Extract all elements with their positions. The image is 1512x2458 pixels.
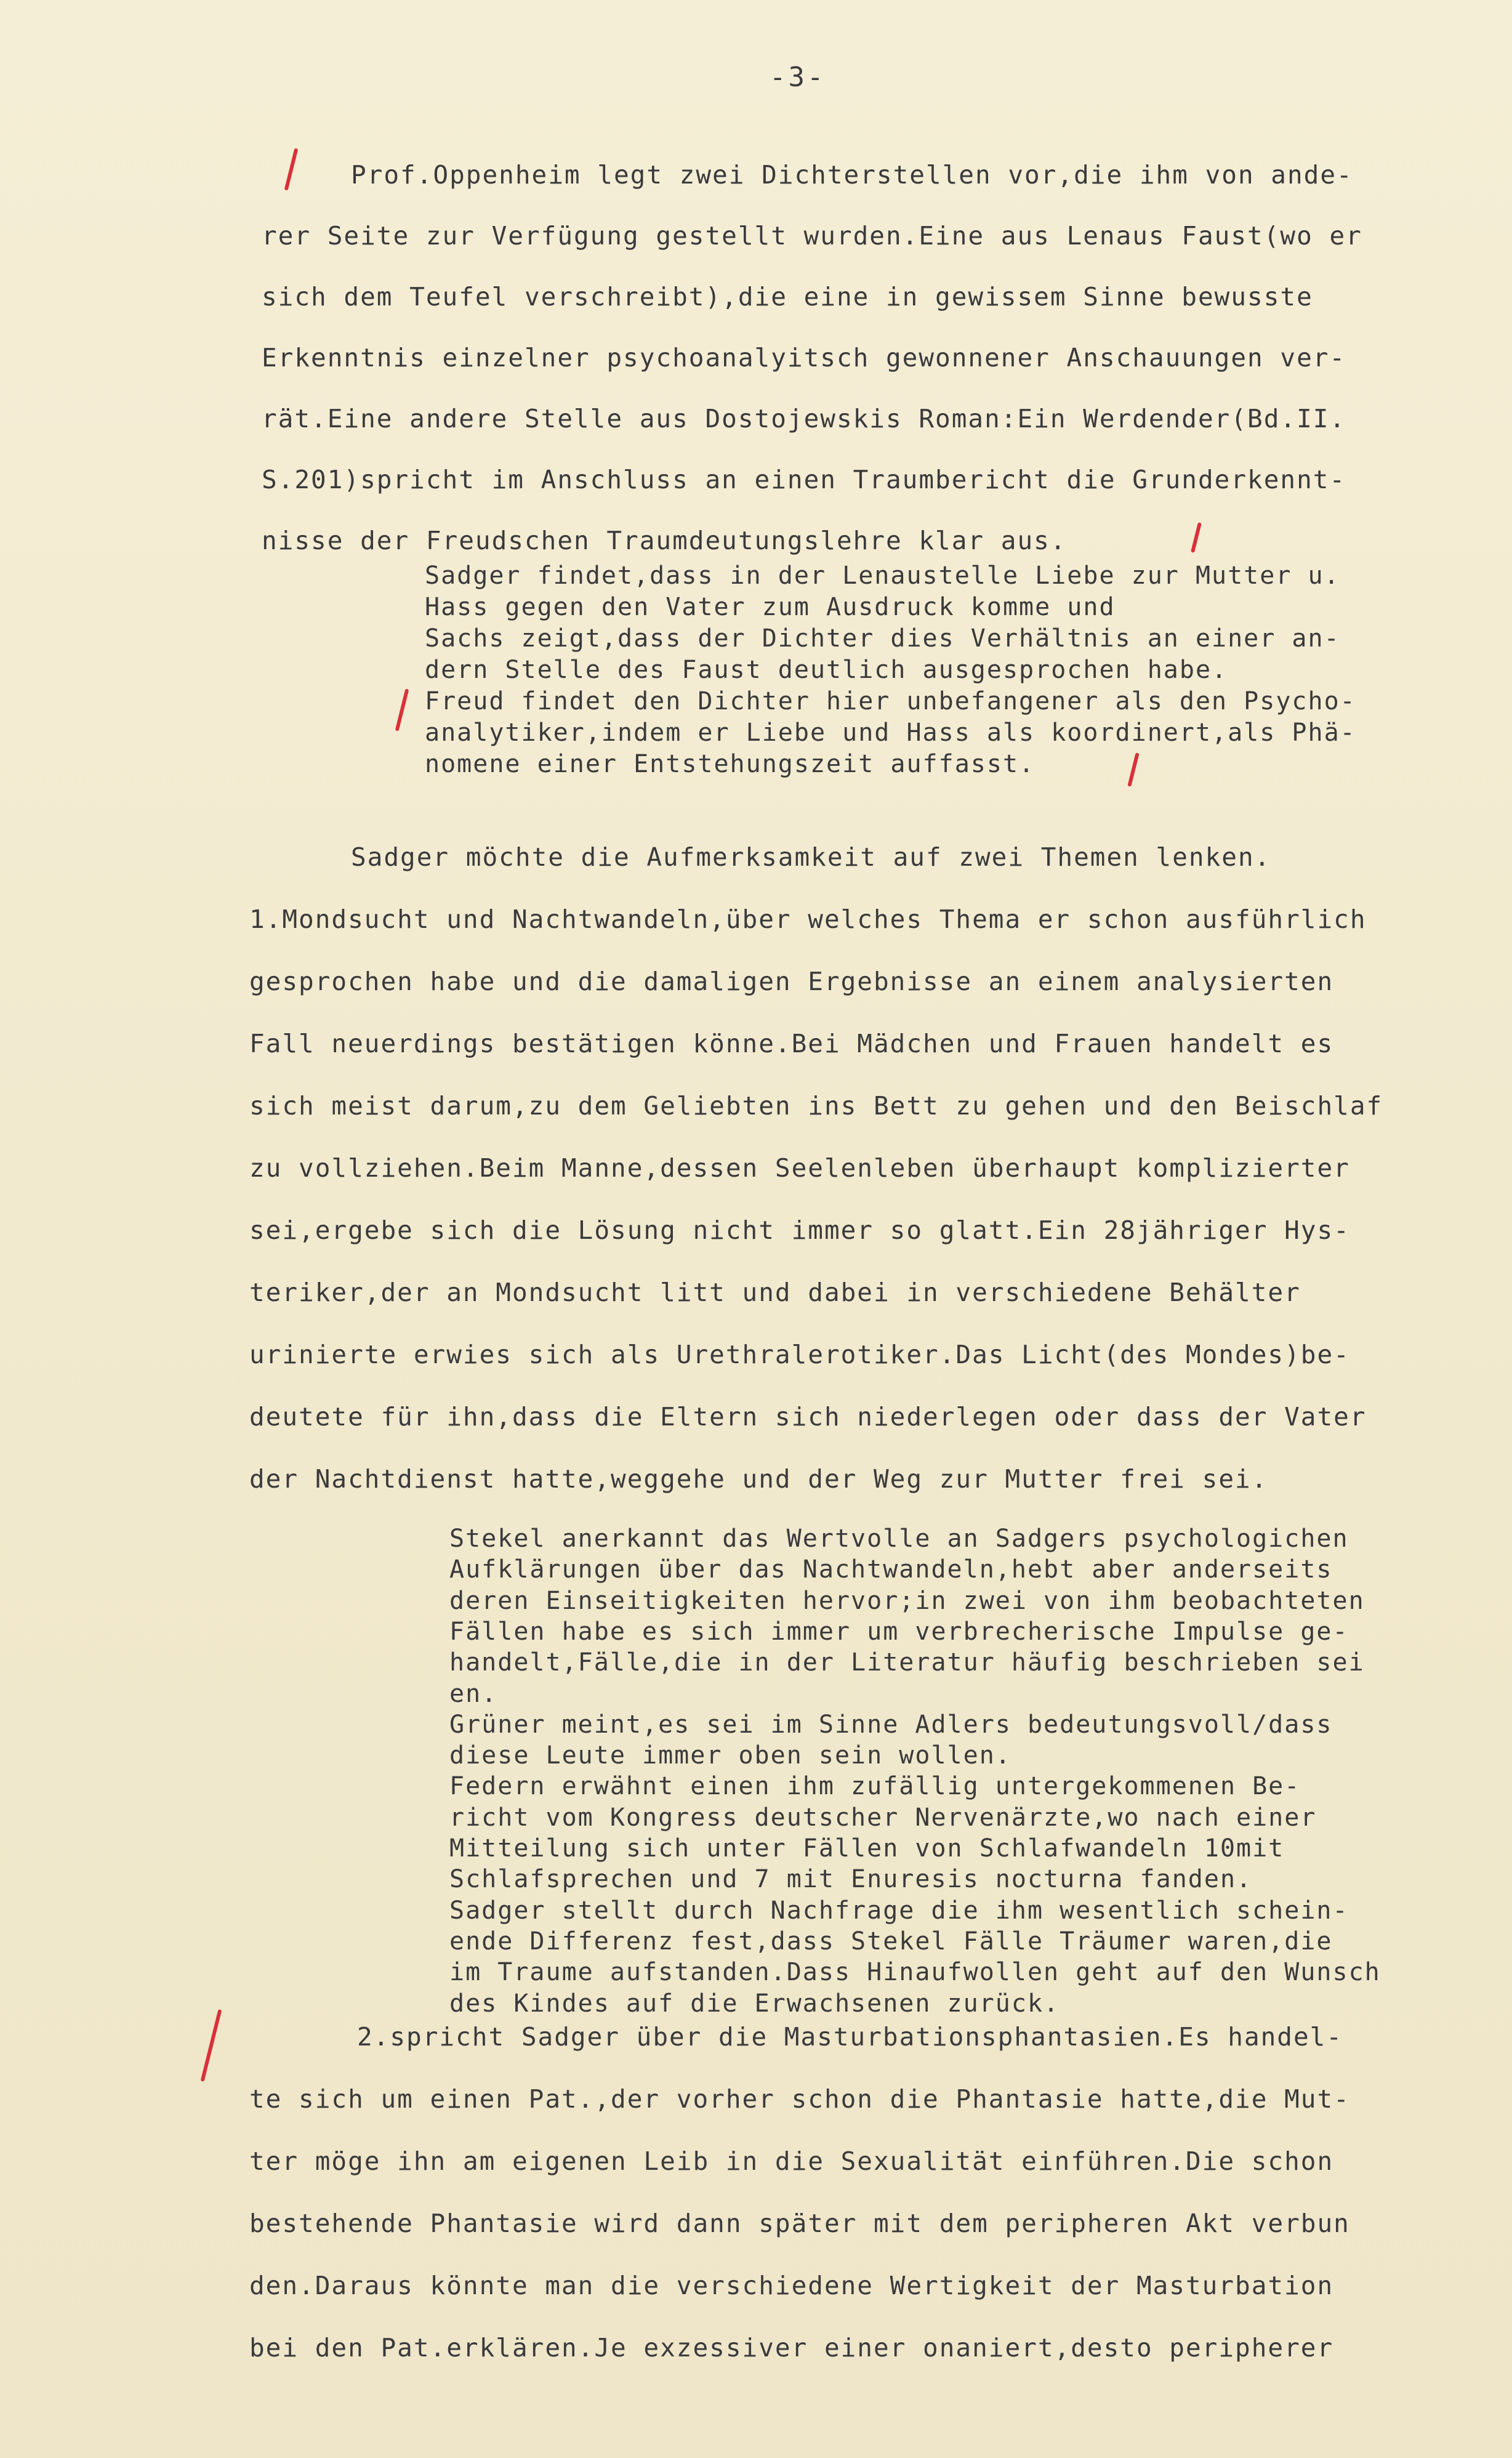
text-line: deutete für ihn,dass die Eltern sich niederlegen oder dass der Vater xyxy=(249,1402,1367,1432)
text-line: diese Leute immer oben sein wollen. xyxy=(449,1741,1011,1770)
text-line: Federn erwähnt einen ihm zufällig untergekommenen Be- xyxy=(449,1772,1301,1801)
text-line: teriker,der an Mondsucht litt und dabei in verschiedene Behälter xyxy=(249,1278,1301,1307)
text-line: Hass gegen den Vater zum Ausdruck komme und xyxy=(425,593,1116,621)
text-line: handelt,Fälle,die in der Literatur häufig beschrieben sei xyxy=(449,1648,1365,1677)
text-line: richt vom Kongress deutscher Nervenärzte,wo nach einer xyxy=(449,1803,1317,1832)
text-line: ter möge ihn am eigenen Leib in die Sexualität einführen.Die schon xyxy=(249,2146,1334,2176)
text-line: gesprochen habe und die damaligen Ergebnisse an einem analysierten xyxy=(249,967,1334,996)
text-line: sich dem Teufel verschreibt),die eine in gewissem Sinne bewusste xyxy=(262,282,1313,312)
margin-mark-2 xyxy=(1191,522,1202,553)
margin-mark-5 xyxy=(201,2009,222,2082)
margin-mark-4 xyxy=(1127,752,1139,787)
text-line: urinierte erwies sich als Urethralerotiker.Das Licht(des Mondes)be- xyxy=(249,1340,1350,1369)
text-line: dern Stelle des Faust deutlich ausgesprochen habe. xyxy=(425,656,1228,684)
text-line: deren Einseitigkeiten hervor;in zwei von ihm beobachteten xyxy=(449,1586,1365,1615)
text-line: ende Differenz fest,dass Stekel Fälle Träumer waren,die xyxy=(449,1927,1333,1956)
text-line: analytiker,indem er Liebe und Hass als koordinert,als Phä- xyxy=(425,719,1356,747)
page-number: -3- xyxy=(770,62,826,93)
text-line: rät.Eine andere Stelle aus Dostojewskis Roman:Ein Werdender(Bd.II. xyxy=(262,404,1346,433)
text-line: Sadger stellt durch Nachfrage die ihm wesentlich schein- xyxy=(449,1896,1349,1925)
text-line: sei,ergebe sich die Lösung nicht immer so glatt.Ein 28jähriger Hys- xyxy=(249,1215,1350,1245)
text-line: 1.Mondsucht und Nachtwandeln,über welches Thema er schon ausführlich xyxy=(249,905,1367,934)
text-line: rer Seite zur Verfügung gestellt wurden.Eine aus Lenaus Faust(wo er xyxy=(262,221,1362,251)
text-line: te sich um einen Pat.,der vorher schon die Phantasie hatte,die Mut- xyxy=(249,2084,1350,2114)
text-line: Fällen habe es sich immer um verbrecherische Impulse ge- xyxy=(449,1617,1349,1646)
text-line: Aufklärungen über das Nachtwandeln,hebt aber anderseits xyxy=(449,1555,1333,1584)
text-line: Prof.Oppenheim legt zwei Dichterstellen vor,die ihm von ande- xyxy=(351,160,1353,190)
text-line: Mitteilung sich unter Fällen von Schlafwandeln 10mit xyxy=(449,1834,1285,1863)
margin-mark-3 xyxy=(395,688,409,731)
margin-mark-1 xyxy=(284,148,299,190)
text-line: Schlafsprechen und 7 mit Enuresis nocturna fanden. xyxy=(449,1865,1253,1894)
text-line: bestehende Phantasie wird dann später mit dem peripheren Akt verbun xyxy=(249,2209,1350,2238)
text-line: Sadger findet,dass in der Lenaustelle Liebe zur Mutter u. xyxy=(425,562,1340,590)
text-line: S.201)spricht im Anschluss an einen Traumbericht die Grunderkennt- xyxy=(262,465,1346,494)
text-line: des Kindes auf die Erwachsenen zurück. xyxy=(449,1989,1060,2018)
text-line: der Nachtdienst hatte,weggehe und der Weg zur Mutter frei sei. xyxy=(249,1464,1268,1494)
text-line: Fall neuerdings bestätigen könne.Bei Mädchen und Frauen handelt es xyxy=(249,1029,1334,1058)
text-line: nomene einer Entstehungszeit auffasst. xyxy=(425,750,1035,778)
text-line: den.Daraus könnte man die verschiedene Wertigkeit der Masturbation xyxy=(249,2271,1334,2300)
text-line: Stekel anerkannt das Wertvolle an Sadgers psychologichen xyxy=(449,1525,1349,1553)
text-line: Erkenntnis einzelner psychoanalyitsch gewonnener Anschauungen ver- xyxy=(262,343,1346,373)
text-line: en. xyxy=(449,1679,498,1708)
text-line: sich meist darum,zu dem Geliebten ins Bett zu gehen und den Beischlaf xyxy=(249,1091,1383,1121)
text-line: Freud findet den Dichter hier unbefangener als den Psycho- xyxy=(425,687,1356,715)
text-line: Sachs zeigt,dass der Dichter dies Verhältnis an einer an- xyxy=(425,624,1340,653)
text-line: Sadger möchte die Aufmerksamkeit auf zwei Themen lenken. xyxy=(351,842,1271,872)
text-line: 2.spricht Sadger über die Masturbationsphantasien.Es handel- xyxy=(357,2022,1343,2052)
text-line: im Traume aufstanden.Dass Hinaufwollen geht auf den Wunsch xyxy=(449,1958,1381,1987)
text-line: Grüner meint,es sei im Sinne Adlers bedeutungsvoll/dass xyxy=(449,1710,1333,1739)
text-line: nisse der Freudschen Traumdeutungslehre klar aus. xyxy=(262,526,1067,555)
text-line: bei den Pat.erklären.Je exzessiver einer onaniert,desto peripherer xyxy=(249,2333,1334,2363)
text-line: zu vollziehen.Beim Manne,dessen Seelenleben überhaupt komplizierter xyxy=(249,1153,1350,1183)
